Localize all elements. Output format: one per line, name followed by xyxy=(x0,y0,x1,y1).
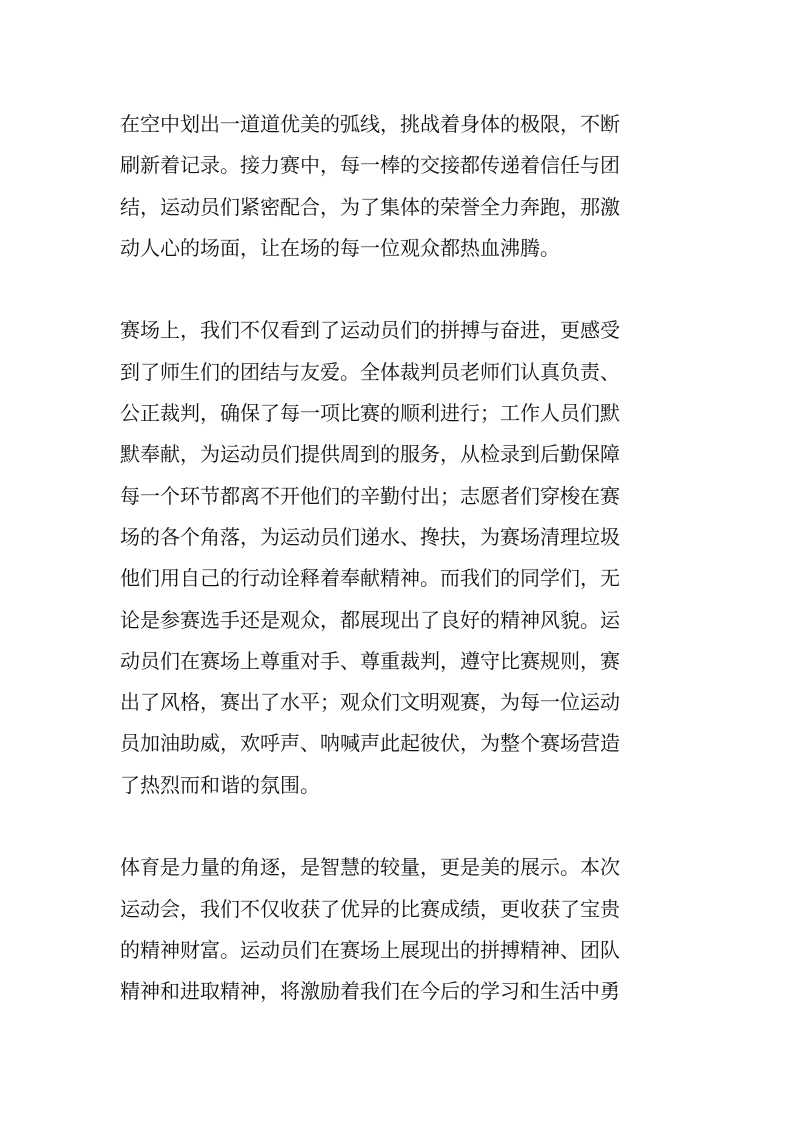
text-line: 刷新着记录。接力赛中，每一棒的交接都传递着信任与团 xyxy=(120,153,620,178)
text-line: 运动会，我们不仅收获了优异的比赛成绩，更收获了宝贵 xyxy=(120,896,620,921)
text-line: 的精神财富。运动员们在赛场上展现出的拼搏精神、团队 xyxy=(120,937,620,962)
text-line: 默奉献，为运动员们提供周到的服务，从检录到后勤保障 xyxy=(120,442,620,467)
text-line: 他们用自己的行动诠释着奉献精神。而我们的同学们，无 xyxy=(120,566,620,591)
paragraph-spacer xyxy=(120,269,674,310)
text-line: 到了师生们的团结与友爱。全体裁判员老师们认真负责、 xyxy=(120,359,620,384)
paragraph-spacer xyxy=(120,806,674,847)
text-line: 员加油助威，欢呼声、呐喊声此起彼伏，为整个赛场营造 xyxy=(120,731,620,756)
text-line: 场的各个角落，为运动员们递水、搀扶，为赛场清理垃圾 xyxy=(120,524,620,549)
text-line: 结，运动员们紧密配合，为了集体的荣誉全力奔跑，那激 xyxy=(120,194,620,219)
text-line: 公正裁判，确保了每一项比赛的顺利进行；工作人员们默 xyxy=(120,401,620,426)
text-line: 赛场上，我们不仅看到了运动员们的拼搏与奋进，更感受 xyxy=(120,318,620,343)
text-line: 了热烈而和谐的氛围。 xyxy=(120,772,320,797)
text-line: 体育是力量的角逐，是智慧的较量，更是美的展示。本次 xyxy=(120,855,620,880)
document-body xyxy=(120,104,674,1013)
text-line: 精神和进取精神，将激励着我们在今后的学习和生活中勇 xyxy=(120,979,620,1004)
paragraph xyxy=(120,847,674,1012)
paragraph xyxy=(120,310,674,806)
text-line: 在空中划出一道道优美的弧线，挑战着身体的极限，不断 xyxy=(120,112,620,136)
text-line: 论是参赛选手还是观众，都展现出了良好的精神风貌。运 xyxy=(120,607,620,632)
text-line: 动员们在赛场上尊重对手、尊重裁判，遵守比赛规则，赛 xyxy=(120,648,620,673)
text-line: 出了风格，赛出了水平；观众们文明观赛，为每一位运动 xyxy=(120,690,620,715)
text-line: 每一个环节都离不开他们的辛勤付出；志愿者们穿梭在赛 xyxy=(120,483,620,508)
text-line: 动人心的场面，让在场的每一位观众都热血沸腾。 xyxy=(120,235,560,260)
paragraph xyxy=(120,104,674,269)
